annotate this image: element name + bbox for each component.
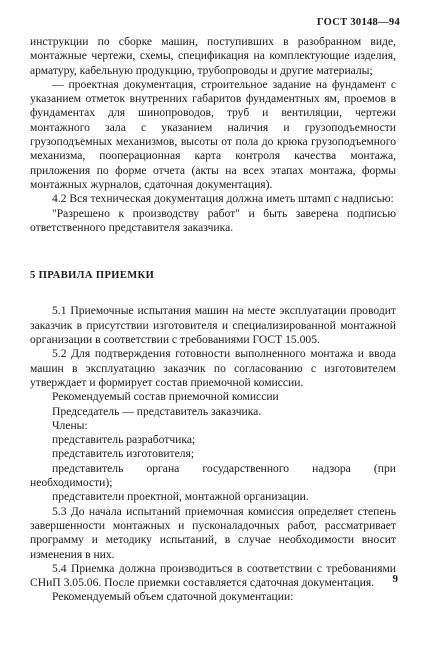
- list-item-design-organization: представители проектной, монтажной организации.: [52, 490, 309, 504]
- list-item-manufacturer: представитель изготовителя;: [52, 447, 195, 461]
- section-title: 5 ПРАВИЛА ПРИЕМКИ: [30, 270, 155, 282]
- paragraph-members: Члены:: [52, 418, 88, 432]
- paragraph-5-3: 5.3 До начала испытаний приемочная комиссия определяет степень завершенности монтажных и пусконаладочных работ, рассматривает программу и методику испытаний, в случае необходимости вносит изменения в них.: [30, 504, 396, 561]
- paragraph-documentation-scope: Рекомендуемый объем сдаточной документации:: [52, 590, 294, 604]
- paragraph-5-2: 5.2 Для подтверждения готовности выполненного монтажа и ввода машин в эксплуатацию заказчик по согласованию с изготовителем утверждает и формирует состав приемочной комиссии.: [30, 347, 396, 389]
- paragraph-4-2: 4.2 Вся техническая документация должна иметь штамп с надписью:: [52, 192, 394, 206]
- paragraph-project-documentation: — проектная документация, строительное задание на фундамент с указанием отметок внутренних габаритов фундаментных ям, проемов в фундаментах для шинопроводов, труб и вентиляции, чертежи монтажного зала с указанием наличия и грузоподъемности грузоподъемных механизмов, высоты от пола до крюка грузоподъемного механизма, пооперационная карта контроля качества монтажа, приложения по форме отчета (акты на всех этапах монтажа, формы монтажных журналов, сдаточная документация).: [30, 77, 396, 191]
- paragraph-commission-heading: Рекомендуемый состав приемочной комиссии: [52, 390, 279, 404]
- paragraph-chairman: Председатель — представитель заказчика.: [52, 404, 262, 418]
- paragraph-5-1: 5.1 Приемочные испытания машин на месте эксплуатации проводит заказчик в присутствии изготовителя и специализированной монтажной организации в соответствии с требованиями ГОСТ 15.005.: [30, 304, 396, 347]
- list-item-supervision: представитель органа государственного надзора (при необходимости);: [30, 461, 396, 490]
- list-item-developer: представитель разработчика;: [52, 433, 196, 447]
- document-code-header: ГОСТ 30148—94: [316, 17, 400, 28]
- paragraph-5-4: 5.4 Приемка должна производиться в соответствии с требованиями СНиП 3.05.06. После приемки составляется сдаточная документация.: [30, 561, 396, 590]
- paragraph-instructions-continued: инструкции по сборке машин, поступивших в разобранном виде, монтажные чертежи, схемы, спецификация на комплектующие изделия, арматуру, кабельную продукцию, трубопроводы и другие материалы;: [30, 35, 396, 77]
- document-body: [30, 35, 396, 605]
- page-number: 9: [392, 573, 398, 585]
- paragraph-stamp-text: "Разрешено к производству работ" и быть заверена подписью ответственного представителя заказчика.: [30, 206, 396, 234]
